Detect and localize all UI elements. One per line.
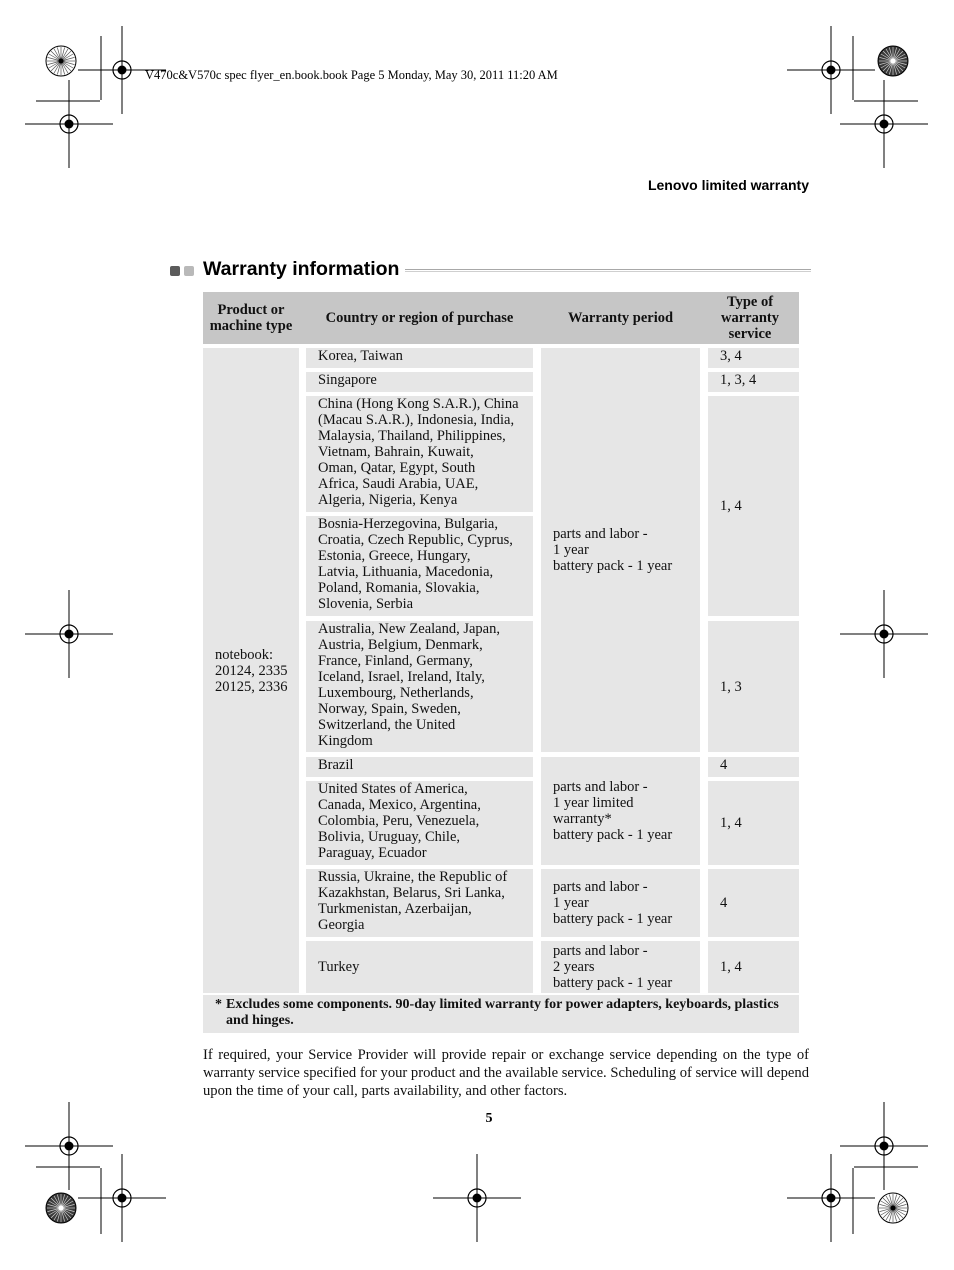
service-cell: 3, 4 <box>708 348 799 368</box>
file-header: V470c&V570c spec flyer_en.book.book Page 5 Monday, May 30, 2011 11:20 AM <box>145 68 558 82</box>
service-text: 1, 4 <box>720 959 742 975</box>
product-cell <box>203 348 299 993</box>
country-text: Turkey <box>318 959 360 975</box>
color-wheel-center <box>891 59 896 64</box>
service-cell: 1, 3, 4 <box>708 372 799 392</box>
section-title: Warranty information <box>203 258 400 280</box>
color-wheel-center <box>59 1206 64 1211</box>
country-cell: Korea, Taiwan <box>306 348 533 368</box>
service-cell <box>708 941 799 993</box>
footnote-star: * <box>215 997 222 1012</box>
service-cell <box>708 396 799 616</box>
country-cell: Bosnia-Herzegovina, Bulgaria, Croatia, Czech Republic, Cyprus, Estonia, Greece, Hungary, Latvia, Lithuania, Macedonia, Poland, Romania, Slovakia, Slovenia, Serbia <box>306 516 533 616</box>
period-text: parts and labor - 2 years battery pack - 1 year <box>553 943 673 991</box>
page-number: 5 <box>485 1111 493 1126</box>
country-cell: Brazil <box>306 757 533 777</box>
service-cell <box>708 781 799 865</box>
product-text: notebook: 20124, 2335 20125, 2336 <box>215 646 288 695</box>
period-cell <box>541 348 700 752</box>
service-text: 1, 4 <box>720 815 742 831</box>
bullet-square-dark-icon <box>170 266 180 276</box>
header-product: Product or machine type <box>203 292 299 344</box>
period-cell <box>541 757 700 865</box>
service-text: 4 <box>720 895 728 911</box>
service-cell: 4 <box>708 757 799 777</box>
country-cell: Australia, New Zealand, Japan, Austria, Belgium, Denmark, France, Finland, Germany, Iceland, Israel, Ireland, Italy, Luxembourg, Netherlands, Norway, Spain, Sweden, Switzerland, the United Kingdom <box>306 621 533 752</box>
period-text: parts and labor - 1 year battery pack - 1 year <box>553 526 673 574</box>
color-wheel-center <box>891 1206 896 1211</box>
period-cell <box>541 869 700 937</box>
service-cell <box>708 621 799 752</box>
country-cell: Russia, Ukraine, the Republic of Kazakhstan, Belarus, Sri Lanka, Turkmenistan, Azerbaijan, Georgia <box>306 869 533 937</box>
country-cell: Singapore <box>306 372 533 392</box>
footnote-text: Excludes some components. 90-day limited warranty for power adapters, keyboards, plastics and hinges. <box>226 997 779 1028</box>
section-title-bar <box>170 258 811 282</box>
header-service: Type of warranty service <box>701 292 799 344</box>
bullet-square-light-icon <box>184 266 194 276</box>
header-country: Country or region of purchase <box>299 292 540 344</box>
country-cell: United States of America, Canada, Mexico, Argentina, Colombia, Peru, Venezuela, Bolivia, Uruguay, Chile, Paraguay, Ecuador <box>306 781 533 865</box>
country-cell: China (Hong Kong S.A.R.), China (Macau S.A.R.), Indonesia, India, Malaysia, Thailand, Philippines, Vietnam, Bahrain, Kuwait, Oman, Qatar, Egypt, South Africa, Saudi Arabia, UAE, Algeria, Nigeria, Kenya <box>306 396 533 512</box>
header-period: Warranty period <box>540 292 701 344</box>
table-footnote <box>203 995 799 1033</box>
title-rule <box>405 269 811 272</box>
color-wheel-center <box>59 59 64 64</box>
period-text: parts and labor - 1 year limited warranty* battery pack - 1 year <box>553 779 673 843</box>
service-cell <box>708 869 799 937</box>
service-text: 1, 4 <box>720 498 742 514</box>
country-cell <box>306 941 533 993</box>
period-cell <box>541 941 700 993</box>
running-head: Lenovo limited warranty <box>647 177 809 193</box>
period-text: parts and labor - 1 year battery pack - 1 year <box>553 879 673 927</box>
service-text: 1, 3 <box>720 678 742 695</box>
body-paragraph: If required, your Service Provider will provide repair or exchange service depending on the type of warranty service specified for your product and the available service. Scheduling of service will depend upon the time of your call, parts availability, and other factors. <box>203 1047 809 1099</box>
